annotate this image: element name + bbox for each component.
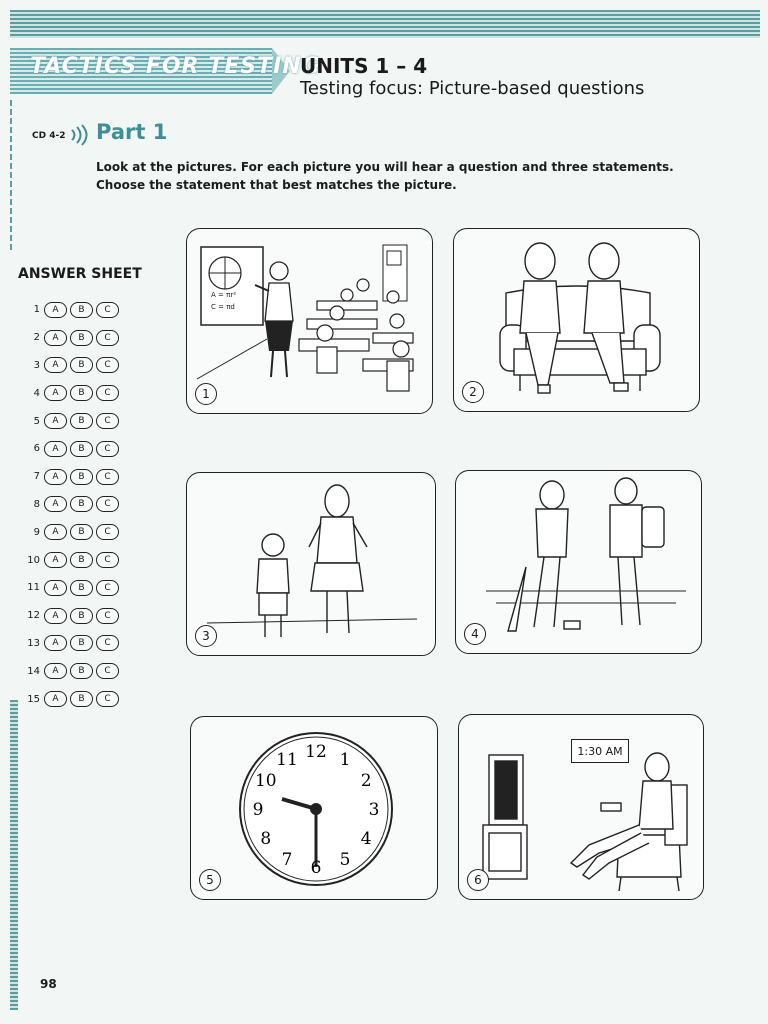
picture-3-number: 3 — [195, 625, 217, 647]
picture-4-number: 4 — [464, 623, 486, 645]
answer-bubble-b[interactable]: B — [70, 357, 93, 373]
answer-sheet-heading: ANSWER SHEET — [18, 266, 142, 282]
answer-bubble-c[interactable]: C — [96, 552, 119, 568]
answer-row — [18, 379, 148, 407]
answer-row — [18, 574, 148, 602]
clock-number: 12 — [305, 742, 327, 762]
answer-bubble-a[interactable]: A — [44, 552, 67, 568]
answer-row — [18, 602, 148, 630]
answer-bubble-a[interactable]: A — [44, 635, 67, 651]
answer-bubble-c[interactable]: C — [96, 357, 119, 373]
answer-bubble-c[interactable]: C — [96, 663, 119, 679]
picture-5-number: 5 — [199, 869, 221, 891]
answer-question-number: 8 — [33, 498, 40, 510]
answer-sheet-list — [18, 296, 148, 713]
answer-row — [18, 630, 148, 658]
clock-number: 1 — [339, 749, 351, 770]
answer-bubble-a[interactable]: A — [44, 496, 67, 512]
answer-row — [18, 324, 148, 352]
sofa-illustration — [454, 229, 699, 411]
answer-bubble-b[interactable]: B — [70, 635, 93, 651]
answer-question-number: 10 — [27, 554, 40, 566]
answer-row — [18, 491, 148, 519]
boy-girl-illustration — [187, 473, 435, 655]
audio-waves-icon — [68, 124, 94, 146]
clock-number: 4 — [360, 829, 372, 849]
left-margin-stripe — [10, 100, 12, 250]
answer-bubble-a[interactable]: A — [44, 469, 67, 485]
picture-5-clock — [190, 716, 438, 900]
classroom-illustration — [187, 229, 432, 413]
picture-2-sofa — [453, 228, 700, 412]
answer-question-number: 6 — [33, 443, 40, 455]
answer-bubble-a[interactable]: A — [44, 441, 67, 457]
section-label: TACTICS FOR TESTING — [30, 54, 321, 79]
answer-bubble-c[interactable]: C — [96, 608, 119, 624]
clock-face — [191, 717, 437, 899]
clock-number: 7 — [281, 850, 293, 871]
part-title: Part 1 — [96, 120, 168, 144]
answer-bubble-b[interactable]: B — [70, 496, 93, 512]
answer-bubble-b[interactable]: B — [70, 552, 93, 568]
answer-bubble-b[interactable]: B — [70, 691, 93, 707]
answer-row — [18, 657, 148, 685]
answer-bubble-a[interactable]: A — [44, 302, 67, 318]
answer-question-number: 5 — [33, 415, 40, 427]
answer-question-number: 1 — [33, 304, 40, 316]
answer-row — [18, 352, 148, 380]
answer-bubble-a[interactable]: A — [44, 385, 67, 401]
answer-bubble-c[interactable]: C — [96, 441, 119, 457]
answer-bubble-a[interactable]: A — [44, 524, 67, 540]
answer-question-number: 3 — [33, 359, 40, 371]
board-formula-area: A = πr² — [211, 291, 237, 299]
testing-focus-title: Testing focus: Picture-based questions — [300, 78, 645, 99]
answer-question-number: 7 — [33, 471, 40, 483]
answer-bubble-c[interactable]: C — [96, 302, 119, 318]
answer-bubble-c[interactable]: C — [96, 580, 119, 596]
picture-2-number: 2 — [462, 381, 484, 403]
answer-row — [18, 518, 148, 546]
answer-bubble-a[interactable]: A — [44, 357, 67, 373]
clock-number: 2 — [360, 771, 372, 791]
clock-number: 8 — [260, 829, 272, 849]
answer-bubble-b[interactable]: B — [70, 524, 93, 540]
answer-bubble-c[interactable]: C — [96, 691, 119, 707]
clock-number: 11 — [276, 749, 298, 770]
answer-bubble-c[interactable]: C — [96, 524, 119, 540]
answer-row — [18, 296, 148, 324]
answer-bubble-a[interactable]: A — [44, 691, 67, 707]
clock-number: 6 — [310, 858, 322, 878]
units-title: UNITS 1 – 4 — [300, 54, 428, 78]
picture-6-number: 6 — [467, 869, 489, 891]
answer-bubble-b[interactable]: B — [70, 330, 93, 346]
answer-bubble-c[interactable]: C — [96, 385, 119, 401]
answer-question-number: 4 — [33, 387, 40, 399]
answer-bubble-c[interactable]: C — [96, 635, 119, 651]
answer-bubble-a[interactable]: A — [44, 608, 67, 624]
answer-question-number: 12 — [27, 610, 40, 622]
answer-bubble-c[interactable]: C — [96, 496, 119, 512]
instructions-text: Look at the pictures. For each picture you will hear a question and three statements. Choose the statement that best matches the picture. — [96, 160, 674, 192]
answer-bubble-a[interactable]: A — [44, 663, 67, 679]
answer-row — [18, 463, 148, 491]
left-margin-band — [10, 700, 18, 1010]
answer-bubble-b[interactable]: B — [70, 385, 93, 401]
clock-number: 3 — [368, 800, 380, 820]
answer-question-number: 14 — [27, 665, 40, 677]
answer-bubble-a[interactable]: A — [44, 330, 67, 346]
answer-bubble-c[interactable]: C — [96, 469, 119, 485]
answer-bubble-b[interactable]: B — [70, 413, 93, 429]
picture-3-boy-girl — [186, 472, 436, 656]
answer-question-number: 11 — [27, 582, 40, 594]
board-formula-circumference: C = πd — [211, 303, 235, 311]
answer-bubble-b[interactable]: B — [70, 441, 93, 457]
answer-bubble-c[interactable]: C — [96, 413, 119, 429]
answer-bubble-b[interactable]: B — [70, 580, 93, 596]
digital-clock-display: 1:30 AM — [571, 739, 629, 763]
answer-row — [18, 546, 148, 574]
answer-row — [18, 435, 148, 463]
answer-bubble-b[interactable]: B — [70, 469, 93, 485]
clock-number: 5 — [339, 850, 351, 871]
answer-bubble-a[interactable]: A — [44, 580, 67, 596]
answer-row — [18, 407, 148, 435]
picture-4-umbrella-backpack — [455, 470, 702, 654]
answer-bubble-c[interactable]: C — [96, 330, 119, 346]
clock-number: 10 — [254, 771, 277, 791]
answer-question-number: 2 — [33, 332, 40, 344]
picture-1-classroom — [186, 228, 433, 414]
picture-1-number: 1 — [195, 383, 217, 405]
answer-bubble-a[interactable]: A — [44, 413, 67, 429]
cd-track-label: CD 4-2 — [32, 131, 66, 141]
answer-bubble-b[interactable]: B — [70, 302, 93, 318]
clock-number: 9 — [252, 800, 264, 820]
answer-bubble-b[interactable]: B — [70, 608, 93, 624]
answer-bubble-b[interactable]: B — [70, 663, 93, 679]
page-number: 98 — [40, 977, 57, 991]
answer-question-number: 13 — [27, 637, 40, 649]
header-stripes — [10, 10, 760, 38]
umbrella-backpack-illustration — [456, 471, 701, 653]
answer-row — [18, 685, 148, 713]
answer-question-number: 15 — [27, 693, 40, 705]
picture-6-phone-tv — [458, 714, 704, 900]
answer-question-number: 9 — [33, 526, 40, 538]
